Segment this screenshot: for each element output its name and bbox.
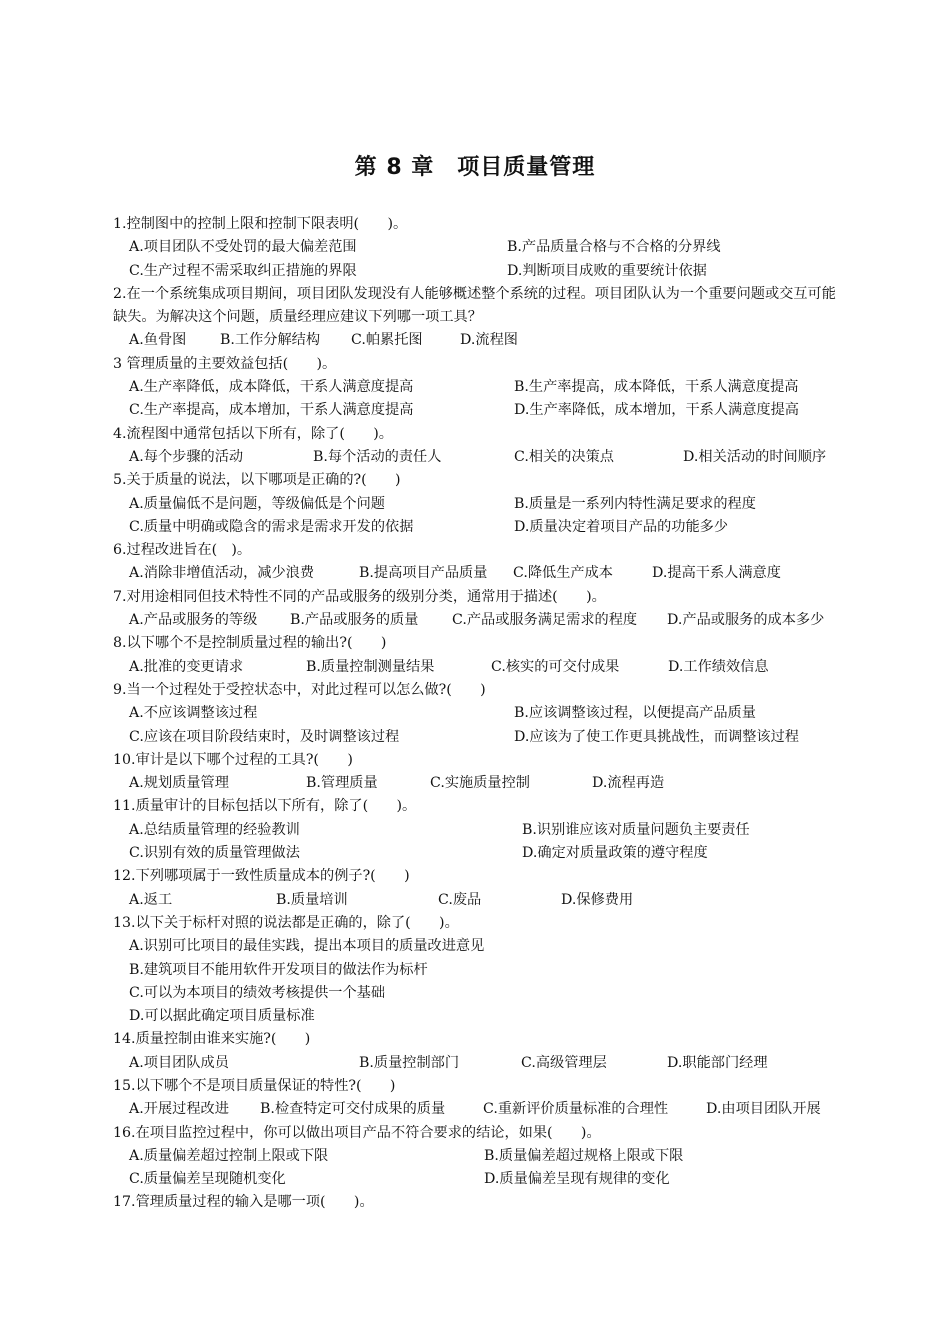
chapter-title: 第 8 章 项目质量管理 — [354, 155, 596, 180]
option-c: C.质量中明确或隐含的需求是需求开发的依据 — [129, 518, 414, 535]
option-a: A.产品或服务的等级 — [129, 612, 258, 629]
option-a: A.不应该调整该过程 — [129, 705, 258, 722]
option-d: D.职能部门经理 — [667, 1054, 768, 1071]
question-stem: 9.当一个过程处于受控状态中，对此过程可以怎么做?( ) — [113, 681, 486, 698]
option-b: B.建筑项目不能用软件开发项目的做法作为标杆 — [129, 961, 428, 978]
question-stem: 5.关于质量的说法，以下哪项是正确的?( ) — [113, 472, 401, 489]
question-stem: 13.以下关于标杆对照的说法都是正确的，除了( )。 — [113, 914, 459, 931]
question-stem: 4.流程图中通常包括以下所有，除了( )。 — [113, 425, 393, 442]
option-row — [113, 1005, 853, 1028]
option-c: C.降低生产成本 — [513, 565, 613, 582]
question-stem: 14.质量控制由谁来实施?( ) — [113, 1031, 311, 1048]
option-a: A.生产率降低，成本降低，干系人满意度提高 — [129, 379, 414, 396]
option-c: C.高级管理层 — [521, 1054, 607, 1071]
option-row — [113, 959, 853, 982]
option-b: B.产品质量合格与不合格的分界线 — [507, 239, 721, 256]
option-b: B.工作分解结构 — [220, 332, 321, 349]
question-stem: 12.下列哪项属于一致性质量成本的例子?( ) — [113, 868, 410, 885]
option-c: C.识别有效的质量管理做法 — [129, 845, 300, 862]
option-b: B.每个活动的责任人 — [313, 448, 442, 465]
option-row — [113, 260, 853, 283]
option-b: B.提高项目产品质量 — [359, 565, 488, 582]
question-stem: 6.过程改进旨在( )。 — [113, 542, 252, 559]
option-row — [113, 702, 853, 725]
option-b: B.管理质量 — [306, 775, 378, 792]
option-c: C.重新评价质量标准的合理性 — [483, 1101, 669, 1118]
option-d: D.质量决定着项目产品的功能多少 — [514, 518, 729, 535]
option-row — [113, 819, 853, 842]
question-stem-text: 2.在一个系统集成项目期间，项目团队发现没有人能够概述整个系统的过程。项目团队认为一个重要问题或交互可能缺失。为解决这个问题，质量经理应建议下列哪一项工具？ — [113, 285, 836, 326]
option-a: A.质量偏低不是问题，等级偏低是个问题 — [129, 495, 385, 512]
question-stem: 17.管理质量过程的输入是哪一项( )。 — [113, 1194, 374, 1211]
question-stem: 7.对用途相同但技术特性不同的产品或服务的级别分类，通常用于描述( )。 — [113, 588, 606, 605]
option-row — [113, 982, 853, 1005]
option-row — [113, 562, 853, 585]
option-d: D.生产率降低，成本增加，干系人满意度提高 — [514, 402, 799, 419]
option-d: D.流程图 — [460, 332, 518, 349]
option-a: A.返工 — [129, 891, 173, 908]
question-stem: 3 管理质量的主要效益包括( )。 — [113, 355, 337, 372]
option-c: C.质量偏差呈现随机变化 — [129, 1171, 286, 1188]
option-row — [113, 446, 853, 469]
option-row — [113, 609, 853, 632]
option-c: C.可以为本项目的绩效考核提供一个基础 — [129, 984, 386, 1001]
option-b: B.生产率提高，成本降低，干系人满意度提高 — [514, 379, 799, 396]
option-b: B.质量培训 — [276, 891, 348, 908]
option-d: D.质量偏差呈现有规律的变化 — [484, 1171, 670, 1188]
option-a: A.项目团队不受处罚的最大偏差范围 — [129, 239, 357, 256]
option-c: C.核实的可交付成果 — [491, 658, 620, 675]
option-c: C.应该在项目阶段结束时，及时调整该过程 — [129, 728, 400, 745]
option-d: D.流程再造 — [592, 775, 665, 792]
option-d: D.保修费用 — [561, 891, 634, 908]
option-row — [113, 329, 853, 352]
question-stem: 11.质量审计的目标包括以下所有，除了( )。 — [113, 798, 417, 815]
option-c: C.实施质量控制 — [430, 775, 530, 792]
option-row — [113, 889, 853, 912]
option-a: A.开展过程改进 — [129, 1101, 229, 1118]
option-a: A.每个步骤的活动 — [129, 448, 244, 465]
question-stem: 15.以下哪个不是项目质量保证的特性?( ) — [113, 1077, 396, 1094]
question-list — [113, 213, 853, 1215]
option-c: C.帕累托图 — [351, 332, 423, 349]
option-a: A.总结质量管理的经验教训 — [129, 821, 300, 838]
option-row — [113, 1052, 853, 1075]
option-c: C.生产率提高，成本增加，干系人满意度提高 — [129, 402, 414, 419]
option-row — [113, 1098, 853, 1121]
option-d: D.产品或服务的成本多少 — [667, 612, 825, 629]
option-row — [113, 1168, 853, 1191]
option-b: B.质量是一系列内特性满足要求的程度 — [514, 495, 756, 512]
option-a: A.质量偏差超过控制上限或下限 — [129, 1147, 329, 1164]
option-row — [113, 656, 853, 679]
option-d: D.由项目团队开展 — [706, 1101, 821, 1118]
option-row — [113, 516, 853, 539]
option-c: C.废品 — [438, 891, 482, 908]
option-c: C.生产过程不需采取纠正措施的界限 — [129, 262, 357, 279]
option-row — [113, 399, 853, 422]
option-d: D.确定对质量政策的遵守程度 — [522, 845, 708, 862]
option-a: A.消除非增值活动，减少浪费 — [129, 565, 315, 582]
question-stem: 1.控制图中的控制上限和控制下限表明( )。 — [113, 216, 408, 232]
option-d: D.相关活动的时间顺序 — [683, 448, 827, 465]
option-row — [113, 935, 853, 958]
question-stem — [113, 283, 843, 330]
option-a: A.识别可比项目的最佳实践，提出本项目的质量改进意见 — [129, 938, 485, 955]
option-b: B.质量控制测量结果 — [306, 658, 435, 675]
option-d: D.工作绩效信息 — [668, 658, 769, 675]
option-b: B.应该调整该过程，以便提高产品质量 — [514, 705, 756, 722]
option-c: C.产品或服务满足需求的程度 — [452, 612, 638, 629]
option-b: B.产品或服务的质量 — [290, 612, 419, 629]
option-row — [113, 493, 853, 516]
option-b: B.质量控制部门 — [359, 1054, 460, 1071]
option-row — [113, 726, 853, 749]
option-a: A.批准的变更请求 — [129, 658, 244, 675]
question-stem: 16.在项目监控过程中，你可以做出项目产品不符合要求的结论，如果( )。 — [113, 1124, 601, 1141]
option-a: A.规划质量管理 — [129, 775, 229, 792]
option-d: D.判断项目成败的重要统计依据 — [507, 262, 707, 279]
question-stem: 10.审计是以下哪个过程的工具?( ) — [113, 751, 353, 768]
option-b: B.检查特定可交付成果的质量 — [260, 1101, 446, 1118]
question-stem: 8.以下哪个不是控制质量过程的输出?( ) — [113, 635, 387, 652]
option-b: B.识别谁应该对质量问题负主要责任 — [522, 821, 750, 838]
option-a: A.项目团队成员 — [129, 1054, 229, 1071]
option-a: A.鱼骨图 — [129, 332, 187, 349]
option-c: C.相关的决策点 — [514, 448, 614, 465]
option-d: D.提高干系人满意度 — [652, 565, 781, 582]
option-row — [113, 772, 853, 795]
option-row — [113, 376, 853, 399]
option-row — [113, 1145, 853, 1168]
option-d: D.应该为了使工作更具挑战性，而调整该过程 — [514, 728, 799, 745]
option-b: B.质量偏差超过规格上限或下限 — [484, 1147, 684, 1164]
option-d: D.可以据此确定项目质量标准 — [129, 1008, 315, 1025]
option-row — [113, 236, 853, 259]
option-row — [113, 842, 853, 865]
